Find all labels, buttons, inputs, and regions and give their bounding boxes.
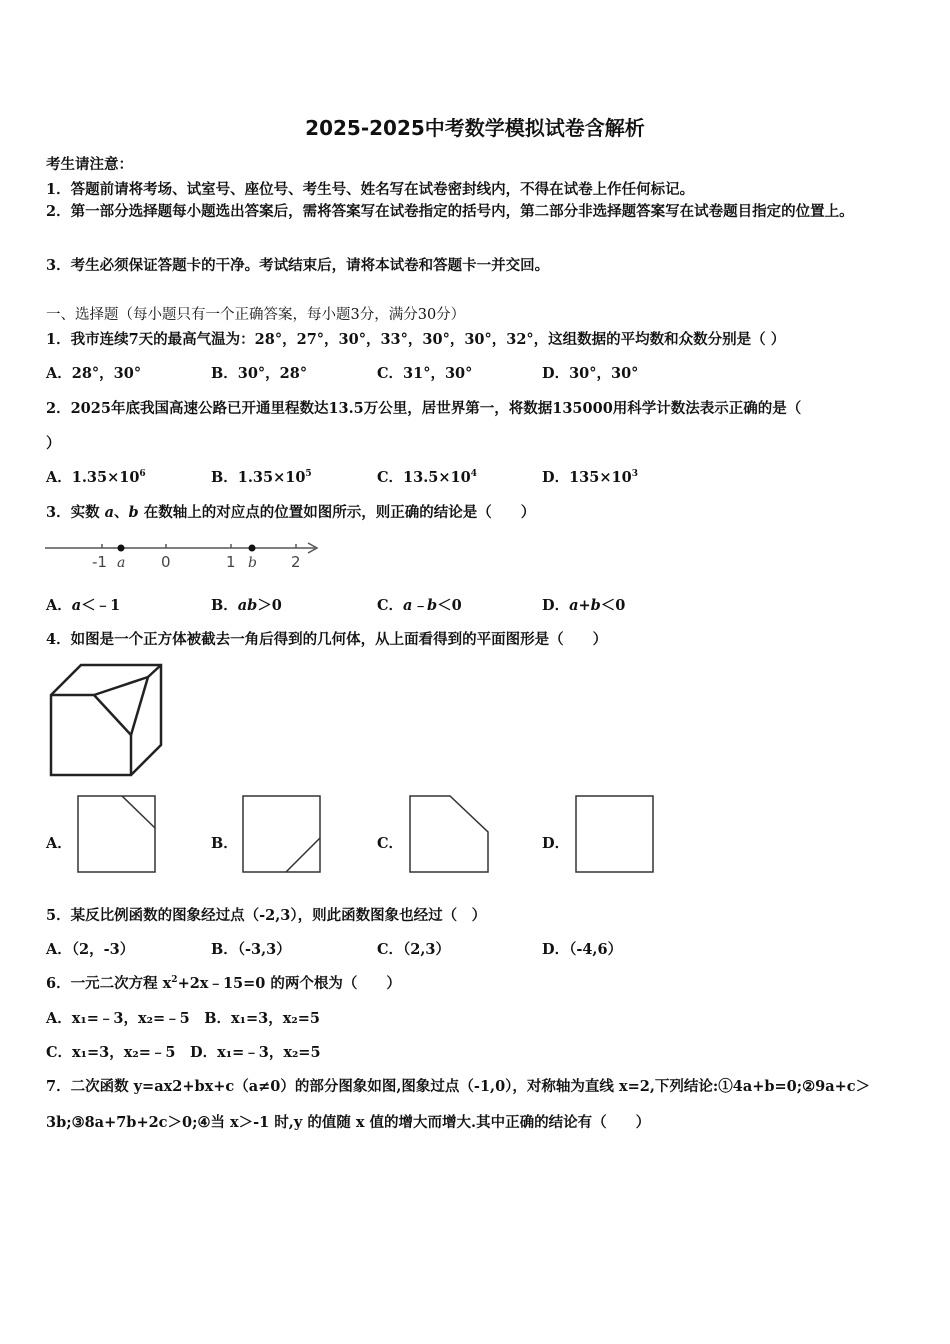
question-7-stem-line-2: 3b;③8a+7b+2c＞0;④当 x＞-1 时,y 的值随 x 值的增大而增大.其中正确的结论有（ ） [46,1114,651,1131]
question-6-stem: 6．一元二次方程 $x^2+2x﹣15=0$ 的两个根为（ ） [46,975,401,992]
q2-option-b[interactable]: B．$1.35\times 10^5$ [211,469,312,486]
q2-option-a[interactable]: A．$1.35\times 10^6$ [46,469,146,486]
truncated-cube-figure [46,660,166,780]
page-title: 2025-2025中考数学模拟试卷含解析 [305,116,645,140]
q6-options-row-2[interactable]: C．x₁=3，x₂=﹣5 D．x₁=﹣3，x₂=5 [46,1044,321,1061]
question-2-stem-end: ） [46,435,61,452]
question-3-stem: 3．实数 a、b 在数轴上的对应点的位置如图所示，则正确的结论是（ ） [46,504,536,521]
q4-option-a-label[interactable]: A． [46,835,72,852]
q4-option-d-label[interactable]: D． [542,835,570,852]
tick-label-2: 2 [291,553,301,571]
question-2-stem: 2．2025年底我国高速公路已开通里程数达13.5万公里，居世界第一，将数据135000用科学计数法表示正确的是（ [46,400,802,417]
q3-option-d[interactable]: D．a+b＜0 [542,597,626,614]
q1-option-c[interactable]: C．31°，30° [377,365,473,382]
q4-option-a-figure[interactable] [76,794,158,874]
q3-option-c[interactable]: C．a﹣b＜0 [377,597,462,614]
q5-option-c[interactable]: C．（2,3） [377,941,451,958]
q1-option-a[interactable]: A．28°，30° [46,365,142,382]
notice-item-2: 2．第一部分选择题每小题选出答案后，需将答案写在试卷指定的括号内，第二部分非选择题答案写在试卷题目指定的位置上。 [46,203,854,220]
point-label-b: b [248,555,257,571]
question-5-stem: 5．某反比例函数的图象经过点（-2,3），则此函数图象也经过（ ） [46,907,487,924]
q4-option-d-figure[interactable] [574,794,656,874]
q3-option-a[interactable]: A．a＜﹣1 [46,597,121,614]
point-label-a: a [117,555,126,571]
q4-option-c-figure[interactable] [408,794,492,874]
question-4-stem: 4．如图是一个正方体被截去一角后得到的几何体，从上面看得到的平面图形是（ ） [46,631,608,648]
q4-option-b-label[interactable]: B． [211,835,238,852]
q2-option-d[interactable]: D．$135\times 10^3$ [542,469,638,486]
q3-option-b[interactable]: B．ab＞0 [211,597,282,614]
q1-option-d[interactable]: D．30°，30° [542,365,639,382]
tick-label-neg1: -1 [92,553,107,571]
q1-option-b[interactable]: B．30°，28° [211,365,308,382]
notice-item-3: 3．考生必须保证答题卡的干净。考试结束后，请将本试卷和答题卡一并交回。 [46,257,550,274]
q6-options-row-1[interactable]: A．x₁=﹣3，x₂=﹣5 B．x₁=3，x₂=5 [46,1010,320,1027]
q4-option-c-label[interactable]: C． [377,835,404,852]
number-line-figure [40,535,330,575]
notice-heading: 考生请注意： [46,156,133,173]
question-1-stem: 1．我市连续7天的最高气温为：28°，27°，30°，33°，30°，30°，32°，这组数据的平均数和众数分别是（ ） [46,331,786,348]
q2-option-c[interactable]: C．$13.5\times 10^4$ [377,469,477,486]
question-7-stem-line-1: 7．二次函数 y=ax2+bx+c（a≠0）的部分图象如图,图象过点（-1,0），对称轴为直线 x=2,下列结论:①4a+b=0;②9a+c＞ [46,1078,871,1095]
tick-label-0: 0 [161,553,171,571]
tick-label-1: 1 [226,553,236,571]
q5-option-b[interactable]: B．（-3,3） [211,941,291,958]
q4-option-b-figure[interactable] [241,794,323,874]
q5-option-d[interactable]: D．（-4,6） [542,941,623,958]
q5-option-a[interactable]: A．（2，-3） [46,941,135,958]
section-heading: 一、选择题（每小题只有一个正确答案，每小题3分，满分30分） [46,307,466,323]
notice-item-1: 1．答题前请将考场、试室号、座位号、考生号、姓名写在试卷密封线内，不得在试卷上作任何标记。 [46,181,695,198]
